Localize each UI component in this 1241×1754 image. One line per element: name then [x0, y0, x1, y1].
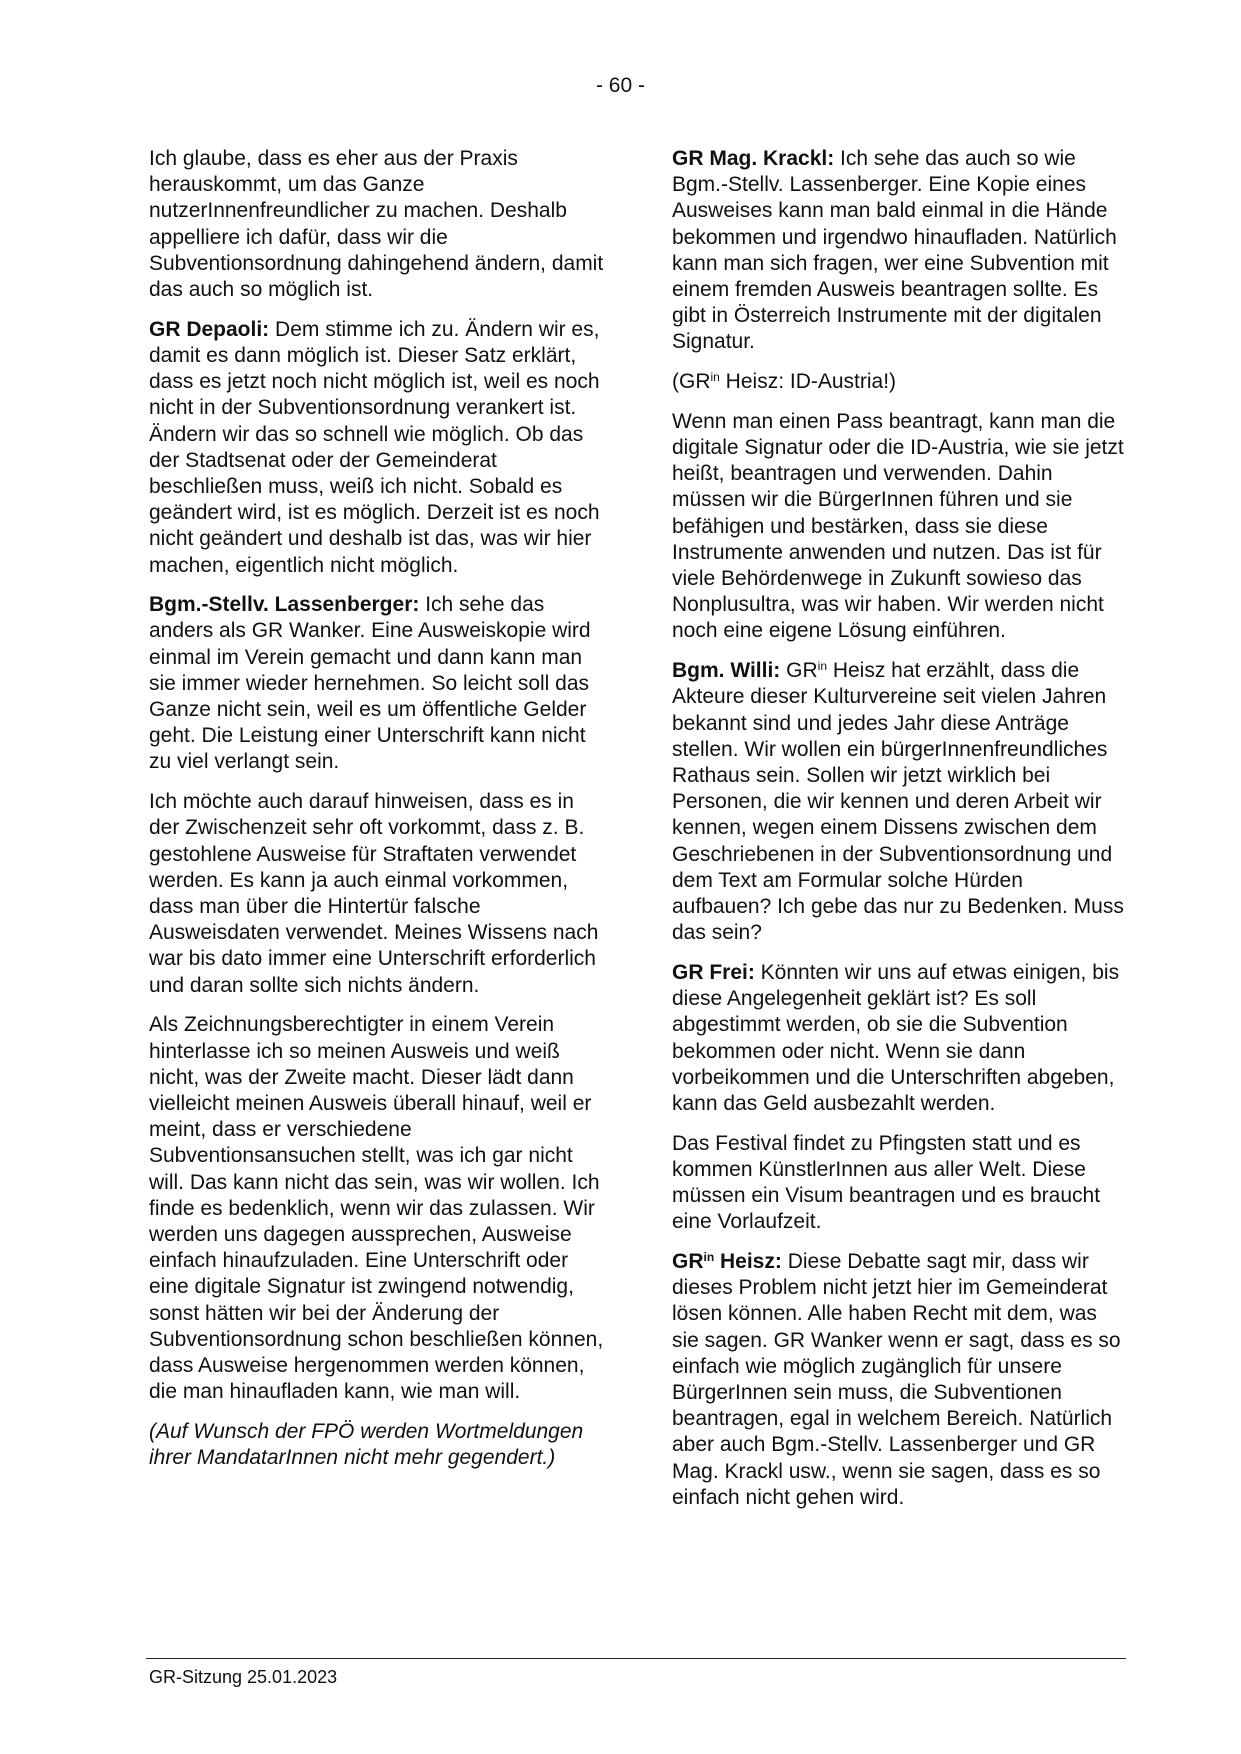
speaker-name: GR Frei:	[672, 960, 755, 984]
editorial-note: (Auf Wunsch der FPÖ werden Wortmeldungen ihrer MandatarInnen nicht mehr gegendert.)	[149, 1419, 584, 1470]
speech-text: Ich sehe das auch so wie Bgm.-Stellv. Lassenberger. Eine Kopie eines Ausweises kann man bald einmal in die Hände bekommen und irgendwo hinaufladen. Natürlich kann man sich fragen, wer eine Subvention mit einem fremden Ausweis beantragen sollte. Es gibt in Österreich Instrumente mit der digitalen Signatur.	[672, 147, 1117, 354]
paragraph: Das Festival findet zu Pfingsten statt und es kommen KünstlerInnen aus aller Welt. Diese müssen ein Visum beantragen und es braucht eine Vorlaufzeit.	[672, 1131, 1101, 1234]
interjection-prefix: (GR	[672, 370, 711, 394]
interjection-text: Heisz: ID-Austria!)	[719, 370, 897, 394]
speech-text: Heisz hat erzählt, dass die Akteure dieser Kulturvereine seit vielen Jahren bekannt sind und jedes Jahr diese Anträge stellen. Wir wollen ein bürgerInnenfreundliches Rathaus sein. Sollen wir jetzt wirklich bei Personen, die wir kennen und deren Arbeit wir kennen, wegen einem Dissens zwischen dem Geschriebenen in der Subventionsordnung und dem Text am Formular solche Hürden aufbauen? Ich gebe das nur zu Bedenken. Muss das sein?	[672, 659, 1124, 945]
speaker-name: GR Depaoli:	[149, 317, 270, 341]
speech-text: Ich sehe das anders als GR Wanker. Eine Ausweiskopie wird einmal im Verein gemacht und dann kann man sie immer wieder hernehmen. So leicht soll das Ganze nicht sein, weil es um öffentliche Gelder geht. Die Leistung einer Unterschrift kann nicht zu viel verlangt sein.	[149, 593, 591, 774]
speech-text: Dem stimme ich zu. Ändern wir es, damit es dann möglich ist. Dieser Satz erklärt, dass es jetzt noch nicht möglich ist, weil es noch nicht in der Subventionsordnung verankert ist. Ändern wir das so schnell wie möglich. Ob das der Stadtsenat oder der Gemeinderat beschließen muss, weiß ich nicht. Sobald es geändert wird, ist es möglich. Derzeit ist es noch nicht geändert und deshalb ist das, was wir hier machen, eigentlich nicht möglich.	[149, 317, 600, 577]
interjection	[672, 369, 1128, 395]
footer-text: GR-Sitzung 25.01.2023	[149, 1667, 338, 1687]
superscript: in	[710, 370, 720, 385]
paragraph	[672, 1249, 1128, 1511]
speaker-name	[672, 1250, 782, 1273]
right-column	[672, 146, 1128, 1524]
paragraph	[672, 960, 1128, 1117]
paragraph	[672, 658, 1128, 946]
left-column	[149, 146, 605, 1485]
paragraph: Wenn man einen Pass beantragt, kann man die digitale Signatur oder die ID-Austria, wie sie jetzt heißt, beantragen und verwenden. Dahin müssen wir die BürgerInnen führen und sie befähigen und bestärken, dass sie diese Instrumente anwenden und nutzen. Das ist für viele Behördenwege in Zukunft sowieso das Nonplusultra, was wir haben. Wir werden nicht noch eine eigene Lösung einführen.	[672, 409, 1124, 643]
speech-text-prefix: GR	[780, 659, 818, 683]
speech-text: Diese Debatte sagt mir, dass wir dieses Problem nicht jetzt hier im Gemeinderat lösen können. Alle haben Recht mit dem, was sie sagen. GR Wanker wenn er sagt, dass es so einfach wie möglich zugänglich für unsere BürgerInnen sein muss, die Subventionen beantragen, egal in welchem Bereich. Natürlich aber auch Bgm.-Stellv. Lassenberger und GR Mag. Krackl usw., wenn sie sagen, dass es so einfach nicht gehen wird.	[672, 1249, 1121, 1509]
footer-divider	[146, 1658, 1126, 1659]
speaker-name: GR Mag. Krackl:	[672, 147, 835, 170]
speaker-name: Bgm.-Stellv. Lassenberger:	[149, 593, 420, 617]
speaker-title: GR	[672, 1249, 704, 1273]
superscript: in	[817, 659, 827, 674]
paragraph: Ich möchte auch darauf hinweisen, dass es in der Zwischenzeit sehr oft vorkommt, dass z. B. gestohlene Ausweise für Straftaten verwendet werden. Es kann ja auch einmal vorkommen, dass man über die Hintertür falsche Ausweisdaten verwendet. Meines Wissens nach war bis dato immer eine Unterschrift erforderlich und daran sollte sich nichts ändern.	[149, 790, 599, 997]
paragraph	[149, 317, 605, 579]
paragraph	[672, 146, 1128, 356]
page-number: - 60 -	[595, 74, 645, 97]
speaker-name: Bgm. Willi:	[672, 659, 781, 683]
speech-text: Könnten wir uns auf etwas einigen, bis diese Angelegenheit geklärt ist? Es soll abgestimmt werden, ob sie die Subvention bekommen oder nicht. Wenn sie dann vorbeikommen und die Unterschriften abgeben, kann das Geld ausbezahlt werden.	[672, 960, 1120, 1115]
paragraph: Als Zeichnungsberechtigter in einem Verein hinterlasse ich so meinen Ausweis und weiß nicht, was der Zweite macht. Dieser lädt dann vielleicht meinen Ausweis überall hinauf, weil er meint, dass er verschiedene Subventionsansuchen stellt, was ich gar nicht will. Das kann nicht das sein, was wir wollen. Ich finde es bedenklich, wenn wir das zulassen. Wir werden uns dagegen aussprechen, Ausweise einfach hinaufzuladen. Eine Unterschrift oder eine digitale Signatur ist zwingend notwendig, sonst hätten wir bei der Änderung der Subventionsordnung schon beschließen können, dass Ausweise hergenommen werden können, die man hinaufladen kann, wie man will.	[149, 1013, 604, 1404]
paragraph: Ich glaube, dass es eher aus der Praxis herauskommt, um das Ganze nutzerInnenfreundlicher zu machen. Deshalb appelliere ich dafür, dass wir die Subventionsordnung dahingehend ändern, damit das auch so möglich ist.	[149, 147, 604, 302]
speaker-surname: Heisz:	[714, 1249, 782, 1273]
paragraph	[149, 592, 605, 775]
superscript: in	[703, 1249, 715, 1264]
